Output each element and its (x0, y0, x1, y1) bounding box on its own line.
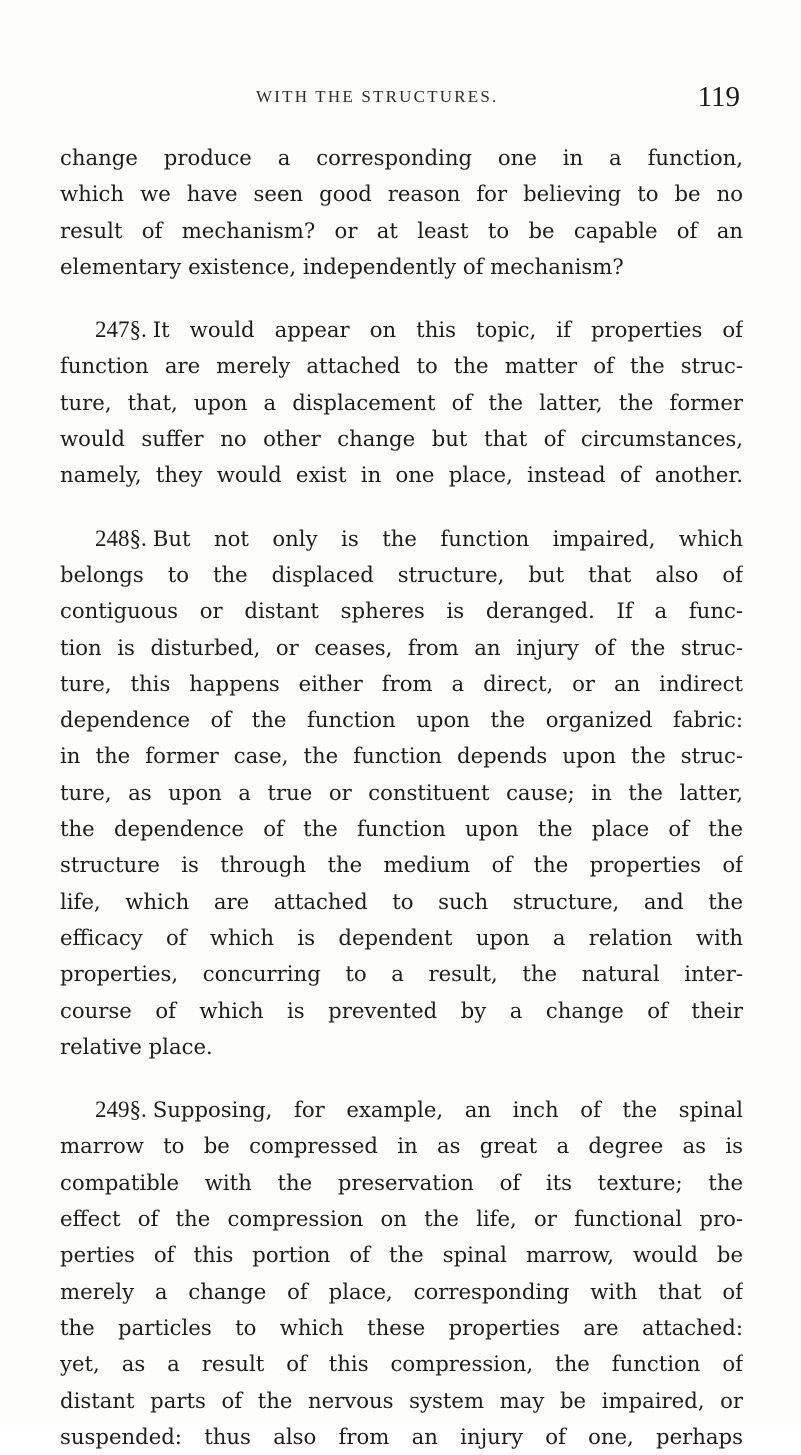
paragraph-247 (60, 312, 743, 493)
text-line: efficacy of which is dependent upon a relation with (60, 924, 743, 950)
section-number: 249§. (95, 1097, 147, 1123)
text-line: belongs to the displaced structure, but that also of (60, 561, 743, 587)
section-number: 247§. (95, 317, 147, 343)
text-line: suspended: thus also from an injury of one, perhaps (60, 1423, 743, 1449)
text-line: function are merely attached to the matter of the struc- (60, 353, 743, 379)
text-line: compatible with the preservation of its texture; the (60, 1169, 743, 1195)
text-line: course of which is prevented by a change of their (60, 997, 743, 1023)
text-line: merely a change of place, corresponding with that of (60, 1278, 743, 1304)
text-line: structure is through the medium of the properties of (60, 852, 743, 878)
text-line: perties of this portion of the spinal marrow, would be (60, 1242, 743, 1268)
paragraph-249 (60, 1092, 743, 1455)
text-line: would suffer no other change but that of circumstances, (60, 426, 743, 452)
text-line-content: It would appear on this topic, if properties of (152, 317, 743, 343)
section-number: 248§. (95, 525, 147, 551)
text-line: in the former case, the function depends upon the struc- (60, 743, 743, 769)
text-line: the particles to which these properties are attached: (60, 1314, 743, 1340)
page-number: 119 (697, 81, 740, 113)
text-line: the dependence of the function upon the place of the (60, 816, 743, 842)
paragraph-248 (60, 521, 743, 1065)
text-line: life, which are attached to such structure, and the (60, 888, 743, 914)
paragraph-gap (60, 494, 743, 521)
text-line: distant parts of the nervous system may be impaired, or (60, 1387, 743, 1413)
text-line: relative place. (60, 1033, 213, 1059)
text-line-first (60, 521, 743, 557)
text-line-content: But not only is the function impaired, which (152, 525, 743, 551)
paragraph-gap (60, 285, 743, 312)
text-line: ture, as upon a true or constituent cause; in the latter, (60, 779, 743, 805)
text-line: elementary existence, independently of mechanism? (60, 253, 624, 279)
text-line: ture, this happens either from a direct, or an indirect (60, 670, 743, 696)
paragraph-gap (60, 1065, 743, 1092)
text-line: yet, as a result of this compression, the function of (60, 1351, 743, 1377)
text-line: dependence of the function upon the organized fabric: (60, 707, 743, 733)
body-text (60, 140, 743, 1455)
text-line: tion is disturbed, or ceases, from an injury of the struc- (60, 634, 743, 660)
text-line: namely, they would exist in one place, instead of another. (60, 462, 743, 488)
text-line: result of mechanism? or at least to be capable of an (60, 217, 743, 243)
text-line-content: Supposing, for example, an inch of the spinal (152, 1097, 743, 1123)
running-title: WITH THE STRUCTURES. (256, 87, 499, 106)
text-line-first (60, 312, 743, 348)
text-line: which we have seen good reason for believing to be no (60, 181, 743, 207)
text-line: contiguous or distant spheres is deranged. If a func- (60, 598, 743, 624)
text-line: ture, that, upon a displacement of the latter, the former (60, 389, 743, 415)
paragraph-continuation (60, 140, 743, 285)
text-line: properties, concurring to a result, the natural inter- (60, 961, 743, 987)
text-line-first (60, 1092, 743, 1128)
text-line: marrow to be compressed in as great a degree as is (60, 1133, 743, 1159)
text-line: effect of the compression on the life, or functional pro- (60, 1206, 743, 1232)
text-line: change produce a corresponding one in a function, (60, 145, 743, 170)
running-head (60, 81, 740, 117)
